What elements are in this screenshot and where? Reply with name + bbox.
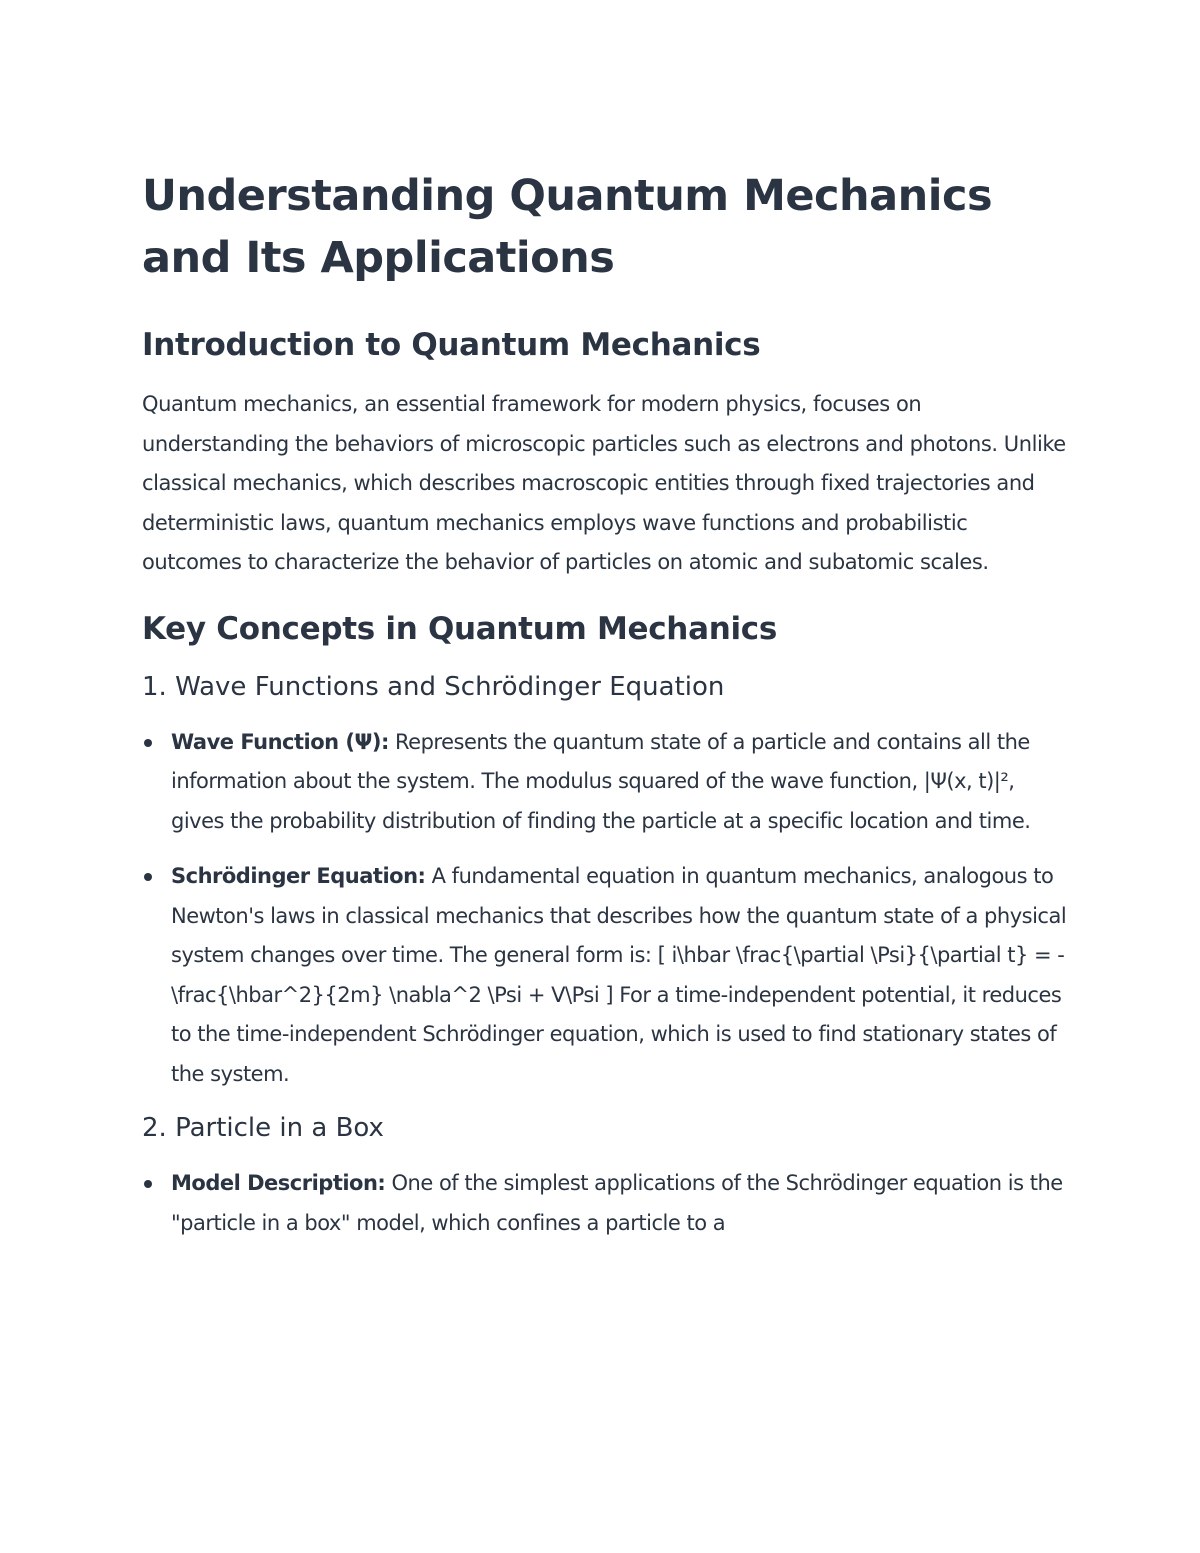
subsection-heading-particle-in-a-box: 2. Particle in a Box bbox=[142, 1113, 384, 1143]
bullet-icon bbox=[144, 739, 152, 747]
list-item bbox=[142, 857, 1067, 1094]
wave-functions-list bbox=[142, 723, 1067, 1095]
particle-in-a-box-list bbox=[142, 1164, 1067, 1243]
section-heading-introduction: Introduction to Quantum Mechanics bbox=[142, 327, 761, 363]
document-page bbox=[142, 165, 1067, 1259]
subsection-heading-wave-functions: 1. Wave Functions and Schrödinger Equation bbox=[142, 671, 725, 702]
list-item-text: A fundamental equation in quantum mechanics, analogous to Newton's laws in classical mechanics that describes how the quantum state of a physical system changes over time. The general form is: [ i\hbar \frac{\partial \Psi}{\partial t} = -\frac{\hbar^2}{2m} \nabla^2 \Psi + V\Psi ] For a time-independent potential, it reduces to the time-independent Schrödinger equation, which is used to find stationary states of the system. bbox=[171, 864, 1067, 1086]
list-item bbox=[142, 723, 1067, 842]
bullet-icon bbox=[144, 1180, 152, 1188]
list-item-term: Schrödinger Equation: bbox=[171, 864, 426, 888]
bullet-icon bbox=[144, 873, 152, 881]
list-item-text: Represents the quantum state of a particle and contains all the information about the system. The modulus squared of the wave function, |Ψ(x, t)|², gives the probability distribution of finding the particle at a specific location and time. bbox=[171, 729, 1031, 833]
list-item-text: One of the simplest applications of the Schrödinger equation is the "particle in a box" model, which confines a particle to a bbox=[171, 1171, 1063, 1235]
section-heading-key-concepts: Key Concepts in Quantum Mechanics bbox=[142, 610, 778, 647]
list-item-term: Model Description: bbox=[171, 1171, 386, 1195]
document-title: Understanding Quantum Mechanics and Its Applications bbox=[142, 171, 993, 283]
introduction-paragraph: Quantum mechanics, an essential framework for modern physics, focuses on understanding the behaviors of microscopic particles such as electrons and photons. Unlike classical mechanics, which describes macroscopic entities through fixed trajectories and deterministic laws, quantum mechanics employs wave functions and probabilistic outcomes to characterize the behavior of particles on atomic and subatomic scales. bbox=[142, 392, 1066, 574]
list-item bbox=[142, 1164, 1067, 1243]
list-item-term: Wave Function (Ψ): bbox=[171, 729, 389, 754]
